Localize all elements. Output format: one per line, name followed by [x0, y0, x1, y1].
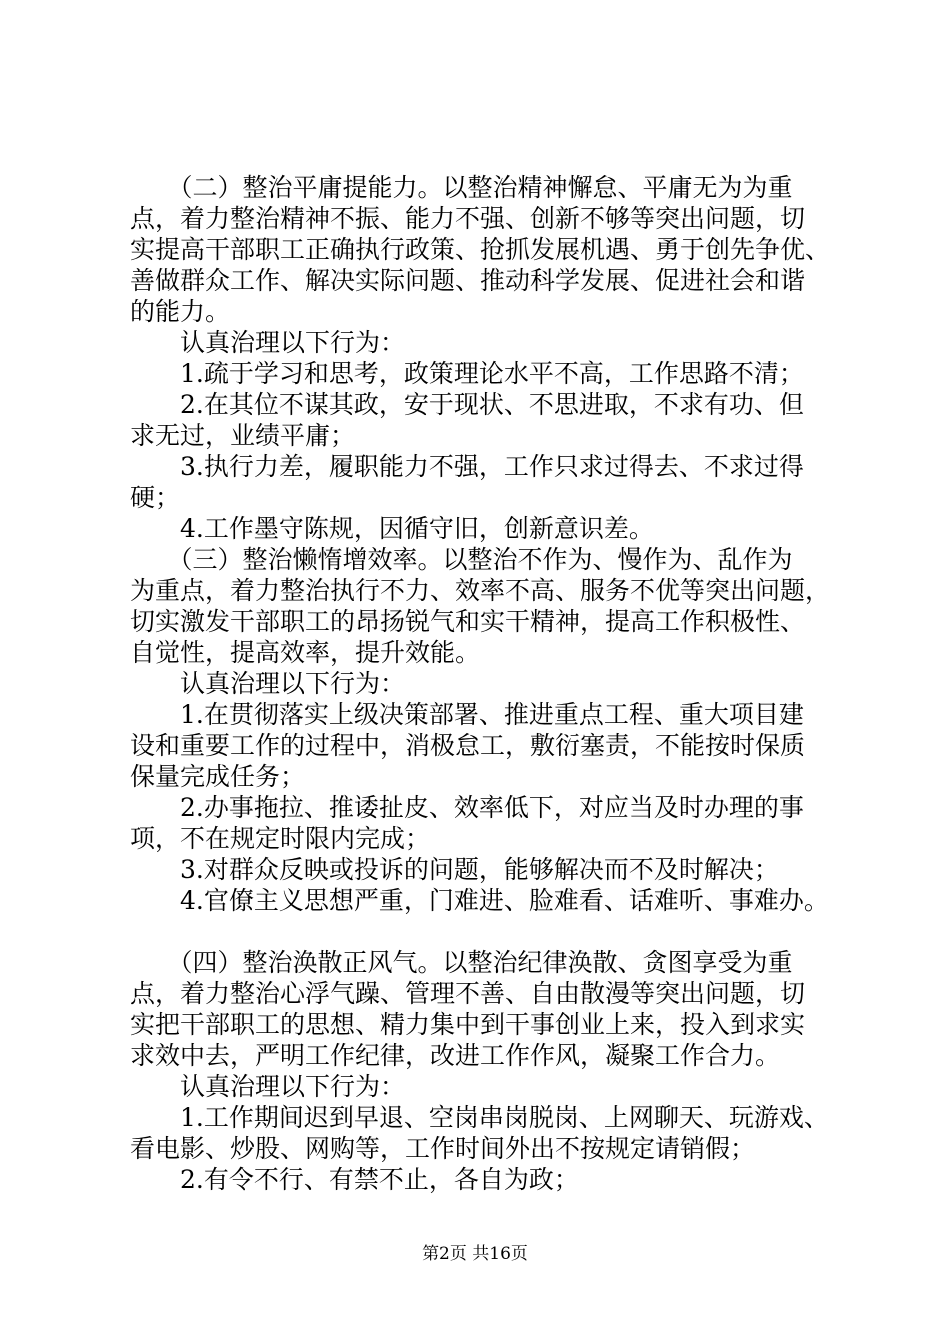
text-line: 为重点，着力整治执行不力、效率不高、服务不优等突出问题， [130, 576, 831, 605]
text-line: 1.在贯彻落实上级决策部署、推进重点工程、重大项目建 [130, 700, 804, 729]
text-line: 项，不在规定时限内完成； [130, 824, 431, 853]
text-line: 求效中去，严明工作纪律，改进工作作风，凝聚工作合力。 [130, 1041, 781, 1070]
text-line: 4.工作墨守陈规，因循守旧，创新意识差。 [130, 514, 654, 543]
page-number-footer: 第2页 共16页 [422, 1244, 528, 1264]
text-line: 硬； [130, 483, 181, 512]
text-line: （四）整治涣散正风气。以整治纪律涣散、贪图享受为重 [130, 948, 793, 977]
text-line: （二）整治平庸提能力。以整治精神懈怠、平庸无为为重 [130, 173, 793, 202]
text-line: 自觉性，提高效率，提升效能。 [130, 638, 481, 667]
text-line: 3.执行力差，履职能力不强，工作只求过得去、不求过得 [130, 452, 804, 481]
text-line: 看电影、炒股、网购等，工作时间外出不按规定请销假； [130, 1134, 756, 1163]
text-line: 求无过，业绩平庸； [130, 421, 356, 450]
text-line: 4.官僚主义思想严重，门难进、脸难看、话难听、事难办。 [130, 886, 829, 915]
text-line: 认真治理以下行为： [130, 328, 406, 357]
text-line: 2.在其位不谋其政，安于现状、不思进取，不求有功、但 [130, 390, 804, 419]
text-line: 认真治理以下行为： [130, 669, 406, 698]
text-line: 实提高干部职工正确执行政策、抢抓发展机遇、勇于创先争优、 [130, 235, 831, 264]
text-line: 点，着力整治心浮气躁、管理不善、自由散漫等突出问题，切 [130, 979, 806, 1008]
text-line: 实把干部职工的思想、精力集中到干事创业上来，投入到求实 [130, 1010, 806, 1039]
text-line: 1.工作期间迟到早退、空岗串岗脱岗、上网聊天、玩游戏、 [130, 1103, 829, 1132]
text-line: 保量完成任务； [130, 762, 306, 791]
text-line: （三）整治懒惰增效率。以整治不作为、慢作为、乱作为 [130, 545, 793, 574]
text-line: 设和重要工作的过程中，消极怠工，敷衍塞责，不能按时保质 [130, 731, 806, 760]
text-line: 切实激发干部职工的昂扬锐气和实干精神，提高工作积极性、 [130, 607, 806, 636]
text-line: 认真治理以下行为： [130, 1072, 406, 1101]
text-line: 的能力。 [130, 297, 231, 326]
text-line: 2.办事拖拉、推诿扯皮、效率低下，对应当及时办理的事 [130, 793, 804, 822]
text-line: 点，着力整治精神不振、能力不强、创新不够等突出问题，切 [130, 204, 806, 233]
text-line: 1.疏于学习和思考，政策理论水平不高，工作思路不清； [130, 359, 804, 388]
text-line: 善做群众工作、解决实际问题、推动科学发展、促进社会和谐 [130, 266, 806, 295]
document-body [130, 172, 830, 1195]
text-line: 2.有令不行、有禁不止，各自为政； [130, 1165, 579, 1194]
paragraph-gap [130, 916, 830, 947]
text-line: 3.对群众反映或投诉的问题，能够解决而不及时解决； [130, 855, 779, 884]
